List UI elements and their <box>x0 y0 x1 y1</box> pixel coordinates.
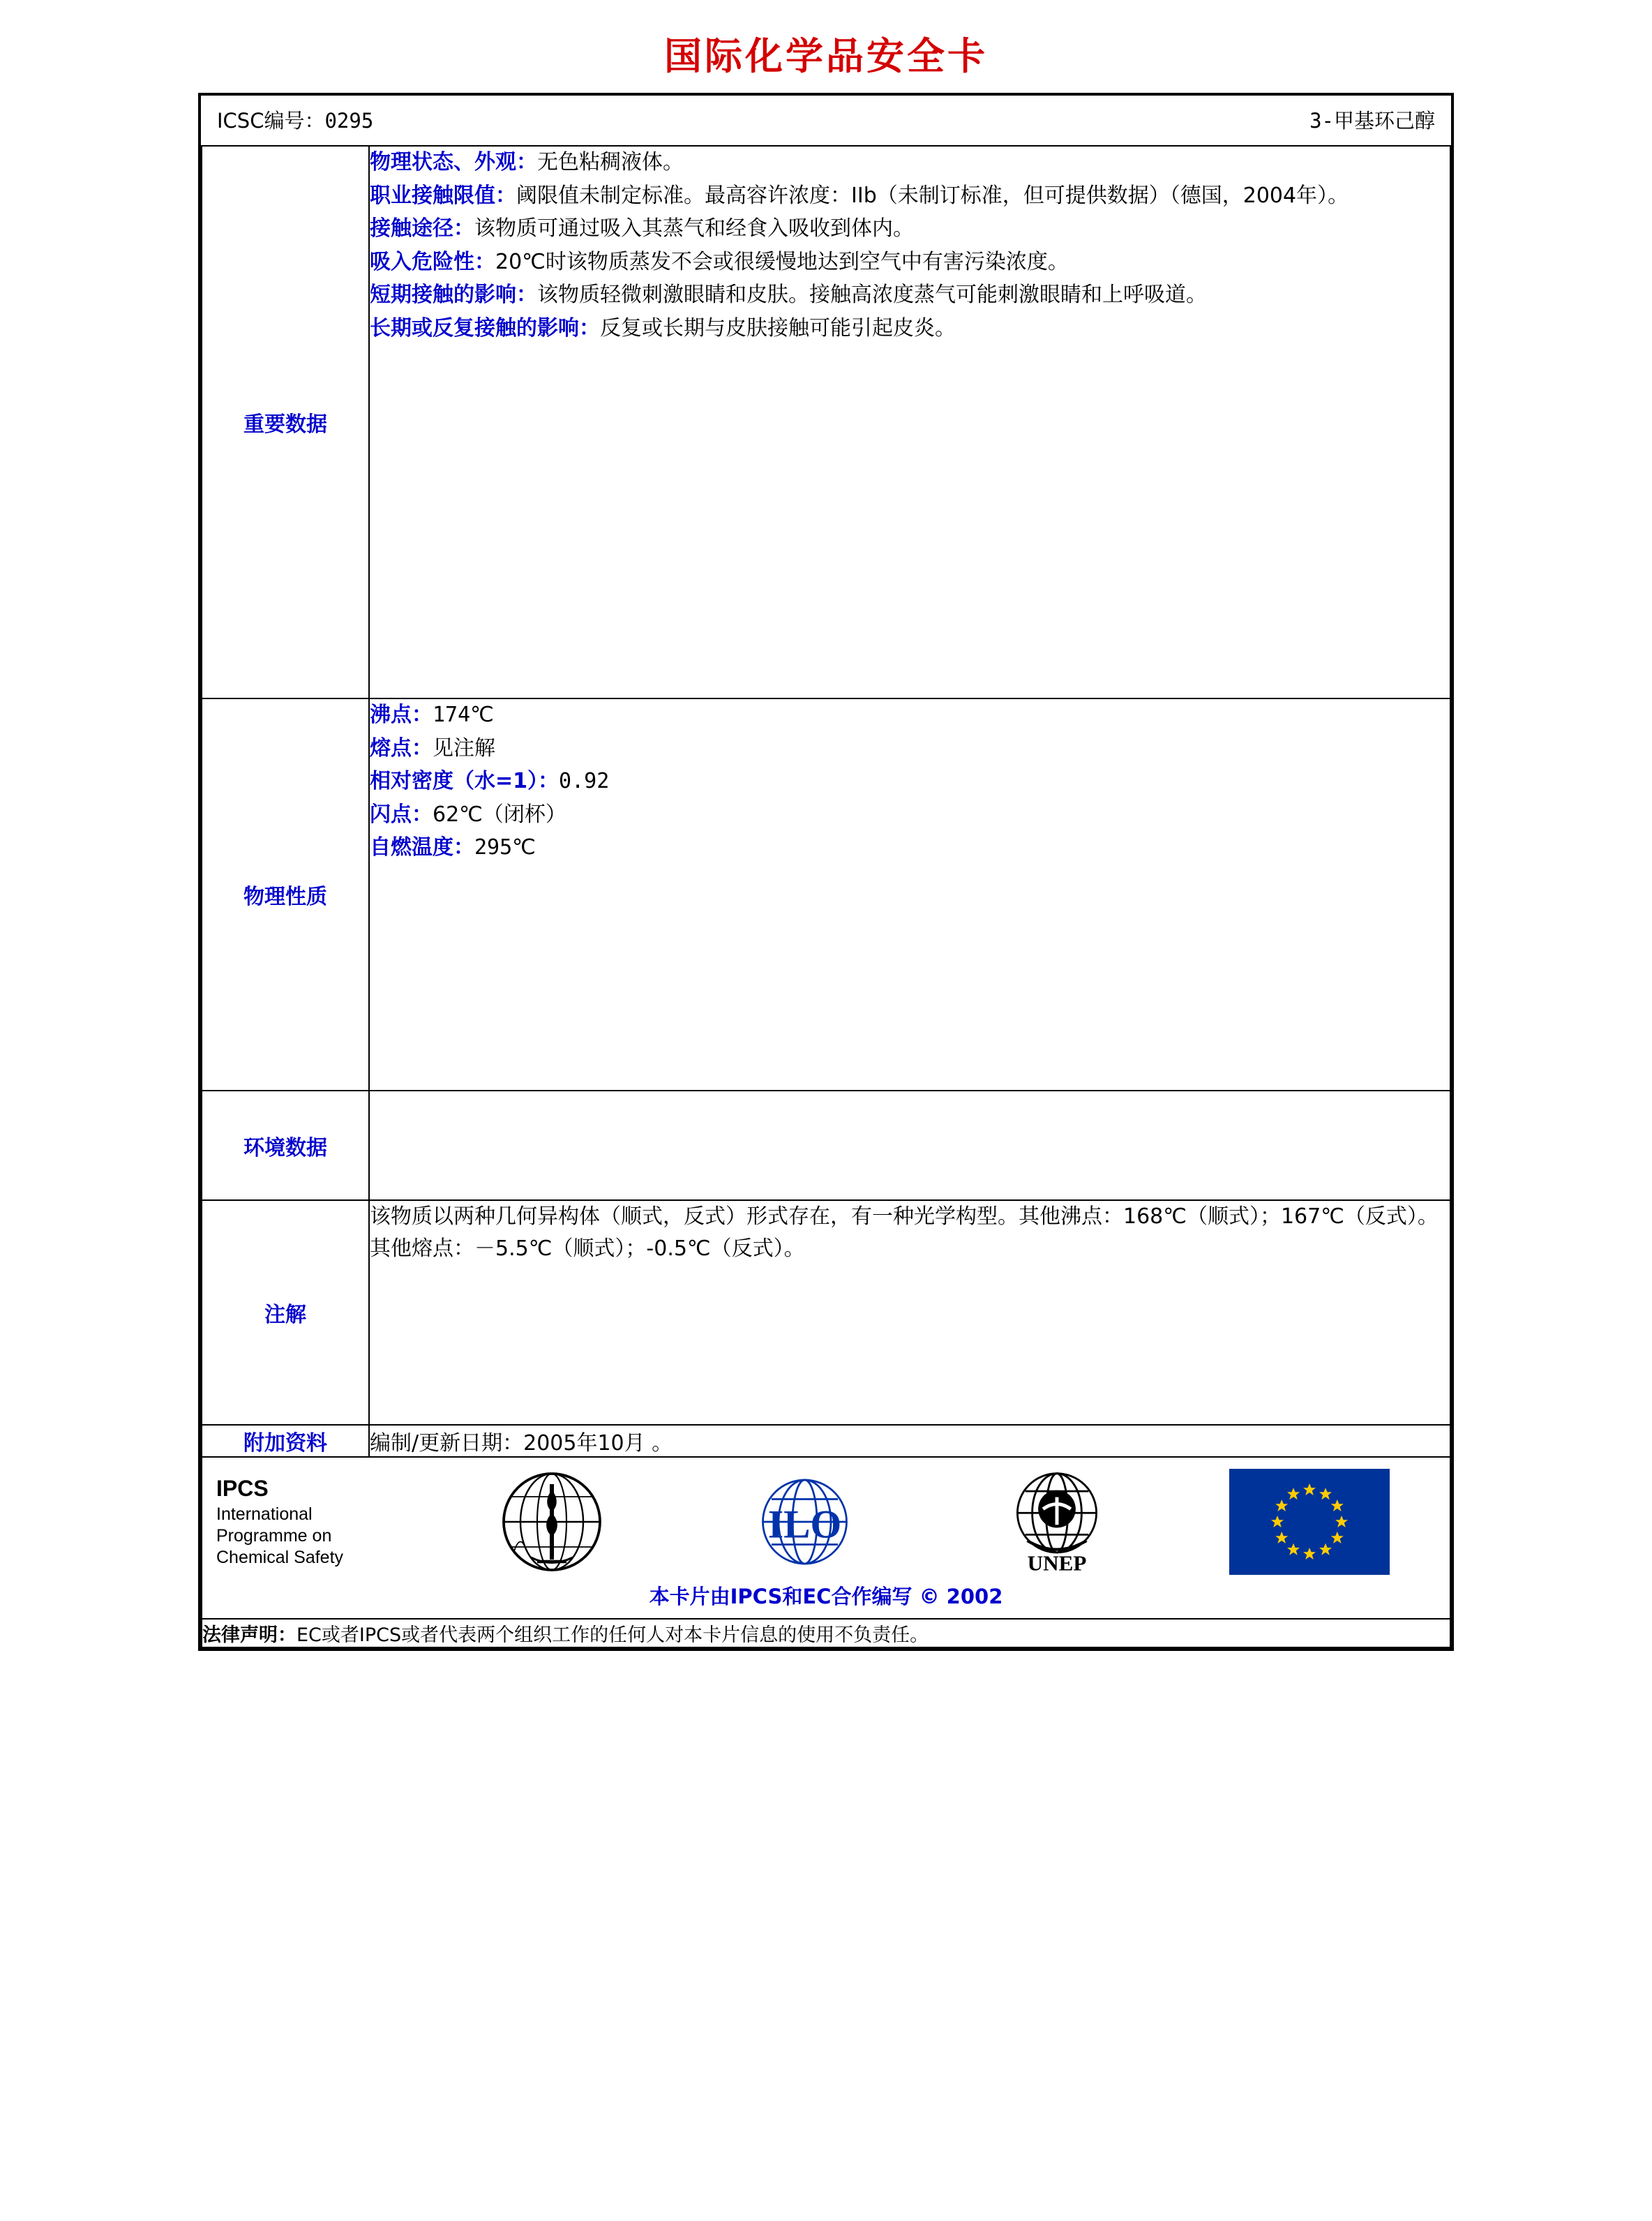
important-row-4 <box>370 279 1450 311</box>
phys-row-3 <box>370 799 1450 831</box>
section-label-physical-properties <box>202 698 369 1091</box>
phys-value-4: 295℃ <box>474 835 536 860</box>
ipcs-name: IPCS <box>216 1475 269 1501</box>
eu-flag <box>1229 1469 1390 1575</box>
important-key-2: 接触途径： <box>370 216 474 241</box>
important-row-1 <box>370 180 1450 212</box>
section-label-environmental-data <box>202 1091 369 1200</box>
important-key-1: 职业接触限值： <box>370 183 516 208</box>
svg-text:UNEP: UNEP <box>1027 1550 1087 1574</box>
section-label-text: 重要数据 <box>243 412 327 437</box>
section-content-environmental-data <box>369 1091 1450 1200</box>
icsc-card <box>198 93 1454 1651</box>
phys-row-1 <box>370 733 1450 765</box>
important-value-3: 20℃时该物质蒸发不会或很缓慢地达到空气中有害污染浓度。 <box>495 249 1069 274</box>
chemical-name-text: 甲基环己醇 <box>1333 109 1435 133</box>
phys-key-0: 沸点： <box>370 703 433 727</box>
chemical-name <box>1309 105 1435 134</box>
legal-notice-text: EC或者IPCS或者代表两个组织工作的任何人对本卡片信息的使用不负责任。 <box>296 1624 929 1646</box>
footer-legal-row <box>202 1619 1450 1647</box>
important-key-4: 短期接触的影响： <box>370 283 537 308</box>
icsc-number-label: ICSC编号： <box>217 109 325 133</box>
section-label-important-data <box>202 146 369 698</box>
phys-key-3: 闪点： <box>370 802 433 827</box>
phys-value-2: 0.92 <box>559 769 610 794</box>
unep-logo <box>998 1470 1116 1574</box>
section-row-additional-info <box>202 1425 1450 1457</box>
section-label-additional-info: 附加资料 <box>202 1425 369 1457</box>
ipcs-line2: Programme on <box>216 1525 332 1546</box>
section-label-notes <box>202 1200 369 1425</box>
ipcs-line1: International <box>216 1504 313 1524</box>
section-row-notes <box>202 1200 1450 1425</box>
section-label-text: 环境数据 <box>243 1135 327 1160</box>
phys-value-0: 174℃ <box>433 703 494 727</box>
phys-key-4: 自燃温度： <box>370 835 474 860</box>
legal-notice-label: 法律声明： <box>202 1624 296 1646</box>
section-row-physical-properties <box>202 698 1450 1091</box>
section-row-environmental-data <box>202 1091 1450 1200</box>
icsc-number <box>217 105 373 134</box>
icsc-number-value: 0295 <box>324 109 374 133</box>
section-row-important-data <box>202 146 1450 698</box>
section-label-text: 注解 <box>264 1303 306 1327</box>
credit-line: 本卡片由IPCS和EC合作编写 © 2002 <box>649 1585 1003 1608</box>
ipcs-identity <box>216 1474 426 1569</box>
important-value-1: 阈限值未制定标准。最高容许浓度：IIb（未制订标准，但可提供数据）（德国，2004年）。 <box>516 183 1349 208</box>
footer-logos-row <box>202 1457 1450 1619</box>
important-value-4: 该物质轻微刺激眼睛和皮肤。接触高浓度蒸气可能刺激眼睛和上呼吸道。 <box>537 283 1207 308</box>
page-title: 国际化学品安全卡 <box>664 34 988 78</box>
important-value-2: 该物质可通过吸入其蒸气和经食入吸收到体内。 <box>474 216 914 241</box>
section-content-physical-properties <box>369 698 1450 1091</box>
phys-value-3: 62℃（闭杯） <box>433 802 566 827</box>
card-header-cell <box>202 96 1450 146</box>
phys-row-2 <box>370 765 1450 798</box>
ilo-logo-slot <box>678 1476 931 1567</box>
icsc-table <box>201 96 1451 1648</box>
important-key-5: 长期或反复接触的影响： <box>370 315 600 341</box>
footer-logos-cell <box>202 1457 1450 1619</box>
section-content-important-data <box>369 146 1450 698</box>
phys-value-1: 见注解 <box>433 735 495 761</box>
section-content-additional-info: 编制/更新日期：2005年10月 。 <box>369 1425 1450 1457</box>
important-key-3: 吸入危险性： <box>370 249 495 274</box>
who-logo <box>500 1470 604 1574</box>
important-row-3 <box>370 246 1450 278</box>
ilo-logo <box>744 1476 866 1567</box>
svg-text:ILO: ILO <box>767 1502 841 1546</box>
unep-logo-slot <box>931 1470 1183 1574</box>
legal-notice <box>202 1619 1450 1647</box>
important-row-2 <box>370 213 1450 245</box>
card-header-row <box>202 96 1450 146</box>
ipcs-line3: Chemical Safety <box>216 1548 344 1568</box>
important-row-0 <box>370 147 1450 179</box>
section-label-text: 物理性质 <box>243 885 327 909</box>
phys-key-1: 熔点： <box>370 735 433 761</box>
who-logo-slot <box>426 1470 678 1574</box>
important-row-5 <box>370 313 1450 345</box>
section-content-notes <box>369 1200 1450 1425</box>
notes-text: 该物质以两种几何异构体（顺式，反式）形式存在，有一种光学构型。其他沸点：168℃（顺式）；167℃（反式）。其他熔点：－5.5℃（顺式）；-0.5℃（反式）。 <box>370 1204 1439 1261</box>
eu-flag-slot <box>1183 1469 1436 1575</box>
phys-key-2: 相对密度（水=1）： <box>370 769 560 794</box>
chemical-name-prefix: 3- <box>1309 109 1334 133</box>
phys-row-4 <box>370 832 1450 864</box>
important-value-0: 无色粘稠液体。 <box>537 150 684 174</box>
important-value-5: 反复或长期与皮肤接触可能引起皮炎。 <box>600 315 956 341</box>
important-key-0: 物理状态、外观： <box>370 150 537 174</box>
phys-row-0 <box>370 699 1450 731</box>
